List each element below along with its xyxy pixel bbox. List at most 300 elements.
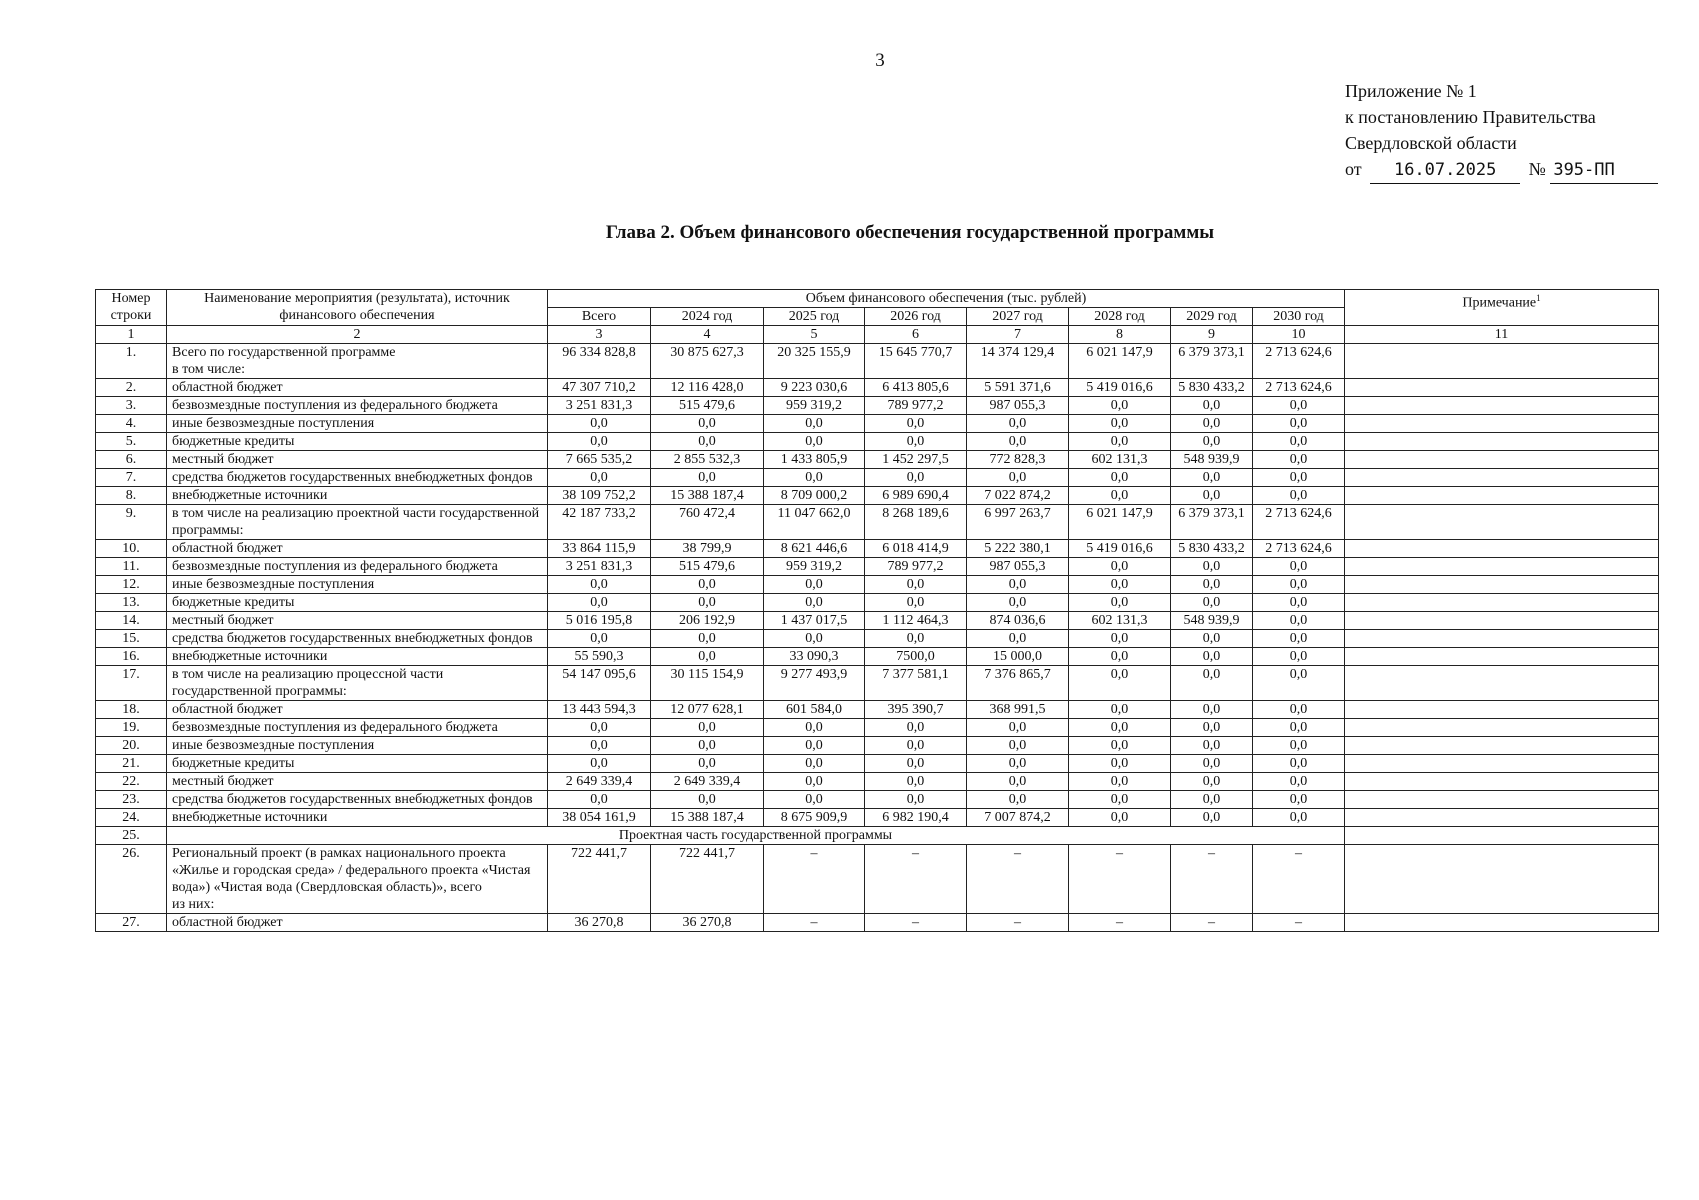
- row-note: [1345, 344, 1659, 379]
- row-value: 0,0: [967, 791, 1069, 809]
- row-value: 0,0: [651, 576, 764, 594]
- row-name: областной бюджет: [167, 540, 548, 558]
- row-value: 6 018 414,9: [865, 540, 967, 558]
- appendix-date-line: [1345, 156, 1685, 184]
- row-value: 0,0: [764, 415, 865, 433]
- row-note: [1345, 630, 1659, 648]
- section-title: Проектная часть государственной программы: [167, 827, 1345, 845]
- table-row: [96, 755, 1659, 773]
- row-note: [1345, 433, 1659, 451]
- row-value: 0,0: [1253, 701, 1345, 719]
- row-number: 12.: [96, 576, 167, 594]
- row-value: 0,0: [1069, 809, 1171, 827]
- row-value: 0,0: [1069, 487, 1171, 505]
- row-value: –: [1069, 845, 1171, 914]
- row-number: 8.: [96, 487, 167, 505]
- row-value: 0,0: [967, 469, 1069, 487]
- row-value: 6 379 373,1: [1171, 505, 1253, 540]
- row-name: средства бюджетов государственных внебюджетных фондов: [167, 469, 548, 487]
- row-name: безвозмездные поступления из федерального бюджета: [167, 397, 548, 415]
- appendix-line-2: к постановлению Правительства: [1345, 107, 1596, 127]
- row-value: 2 649 339,4: [651, 773, 764, 791]
- table-row: [96, 737, 1659, 755]
- row-value: 0,0: [1253, 433, 1345, 451]
- row-value: 395 390,7: [865, 701, 967, 719]
- row-value: 8 709 000,2: [764, 487, 865, 505]
- table-row: [96, 415, 1659, 433]
- row-value: 8 675 909,9: [764, 809, 865, 827]
- row-value: 1 437 017,5: [764, 612, 865, 630]
- row-value: 0,0: [1069, 791, 1171, 809]
- row-value: 0,0: [1171, 719, 1253, 737]
- row-note: [1345, 379, 1659, 397]
- table-row: [96, 469, 1659, 487]
- row-name: Всего по государственной программе в том числе:: [167, 344, 548, 379]
- table-row: [96, 701, 1659, 719]
- row-number: 17.: [96, 666, 167, 701]
- row-value: 0,0: [1069, 558, 1171, 576]
- row-value: 9 223 030,6: [764, 379, 865, 397]
- row-value: 0,0: [1253, 630, 1345, 648]
- row-value: 0,0: [865, 415, 967, 433]
- row-value: 0,0: [1171, 594, 1253, 612]
- row-number: 22.: [96, 773, 167, 791]
- row-number: 3.: [96, 397, 167, 415]
- table-header-row: [96, 290, 1659, 308]
- header-col-5: 2028 год: [1069, 308, 1171, 326]
- row-value: 14 374 129,4: [967, 344, 1069, 379]
- row-value: 515 479,6: [651, 558, 764, 576]
- row-number: 2.: [96, 379, 167, 397]
- row-value: 36 270,8: [548, 914, 651, 932]
- row-number: 21.: [96, 755, 167, 773]
- row-value: 5 830 433,2: [1171, 540, 1253, 558]
- row-value: 0,0: [548, 719, 651, 737]
- table-row: [96, 630, 1659, 648]
- row-value: 0,0: [1171, 558, 1253, 576]
- appendix-block: [1345, 78, 1685, 184]
- row-name: областной бюджет: [167, 914, 548, 932]
- row-value: 0,0: [1069, 469, 1171, 487]
- row-value: 0,0: [1171, 415, 1253, 433]
- header-col-3: 2026 год: [865, 308, 967, 326]
- row-value: 1 433 805,9: [764, 451, 865, 469]
- row-value: 3 251 831,3: [548, 558, 651, 576]
- row-value: 772 828,3: [967, 451, 1069, 469]
- row-value: 0,0: [865, 719, 967, 737]
- row-value: –: [764, 914, 865, 932]
- row-value: 5 419 016,6: [1069, 540, 1171, 558]
- row-value: 42 187 733,2: [548, 505, 651, 540]
- table-row: [96, 397, 1659, 415]
- header-note-footnote: 1: [1536, 293, 1541, 303]
- row-value: 0,0: [865, 630, 967, 648]
- row-note: [1345, 737, 1659, 755]
- row-value: –: [1069, 914, 1171, 932]
- row-value: 0,0: [651, 433, 764, 451]
- row-value: 12 116 428,0: [651, 379, 764, 397]
- row-value: 55 590,3: [548, 648, 651, 666]
- row-value: 0,0: [967, 415, 1069, 433]
- index-cell: 7: [967, 326, 1069, 344]
- row-value: 722 441,7: [651, 845, 764, 914]
- row-value: 0,0: [764, 719, 865, 737]
- row-number: 24.: [96, 809, 167, 827]
- row-value: 5 016 195,8: [548, 612, 651, 630]
- table-row: [96, 773, 1659, 791]
- row-value: 0,0: [1253, 612, 1345, 630]
- row-name: иные безвозмездные поступления: [167, 415, 548, 433]
- row-value: 0,0: [548, 576, 651, 594]
- row-value: 8 268 189,6: [865, 505, 967, 540]
- header-col-6: 2029 год: [1171, 308, 1253, 326]
- row-value: 0,0: [967, 719, 1069, 737]
- row-value: 0,0: [1069, 701, 1171, 719]
- row-value: 0,0: [1253, 666, 1345, 701]
- row-value: 548 939,9: [1171, 451, 1253, 469]
- row-name: местный бюджет: [167, 612, 548, 630]
- row-value: 0,0: [651, 719, 764, 737]
- row-value: –: [967, 914, 1069, 932]
- row-value: 0,0: [865, 791, 967, 809]
- row-value: 0,0: [1253, 755, 1345, 773]
- row-value: 0,0: [1069, 773, 1171, 791]
- row-name: безвозмездные поступления из федерального бюджета: [167, 719, 548, 737]
- row-number: 26.: [96, 845, 167, 914]
- row-value: 1 112 464,3: [865, 612, 967, 630]
- row-value: 0,0: [865, 594, 967, 612]
- row-value: 0,0: [1253, 469, 1345, 487]
- row-value: 789 977,2: [865, 397, 967, 415]
- row-value: –: [865, 914, 967, 932]
- row-value: 0,0: [1171, 737, 1253, 755]
- row-value: 0,0: [1171, 809, 1253, 827]
- row-value: 0,0: [1069, 397, 1171, 415]
- row-value: 0,0: [1253, 737, 1345, 755]
- table-row: [96, 845, 1659, 914]
- row-value: 8 621 446,6: [764, 540, 865, 558]
- header-col-0: Всего: [548, 308, 651, 326]
- row-value: 15 388 187,4: [651, 809, 764, 827]
- row-name: Региональный проект (в рамках национального проекта «Жилье и городская среда» / федерального проекта «Чистая вода») «Чистая вода (Свердловская область)», всего из них:: [167, 845, 548, 914]
- table-row: [96, 558, 1659, 576]
- row-value: 5 419 016,6: [1069, 379, 1171, 397]
- row-value: 548 939,9: [1171, 612, 1253, 630]
- row-value: 1 452 297,5: [865, 451, 967, 469]
- row-value: 0,0: [967, 433, 1069, 451]
- row-value: 7 377 581,1: [865, 666, 967, 701]
- row-name: областной бюджет: [167, 701, 548, 719]
- row-name: внебюджетные источники: [167, 809, 548, 827]
- row-value: 15 388 187,4: [651, 487, 764, 505]
- row-value: 760 472,4: [651, 505, 764, 540]
- row-value: 2 649 339,4: [548, 773, 651, 791]
- row-value: 0,0: [764, 755, 865, 773]
- row-value: 0,0: [1171, 487, 1253, 505]
- header-col-7: 2030 год: [1253, 308, 1345, 326]
- table-index-row: [96, 326, 1659, 344]
- row-name: бюджетные кредиты: [167, 433, 548, 451]
- row-value: 0,0: [548, 433, 651, 451]
- row-value: 0,0: [1253, 773, 1345, 791]
- row-name: областной бюджет: [167, 379, 548, 397]
- row-value: 6 413 805,6: [865, 379, 967, 397]
- row-note: [1345, 540, 1659, 558]
- row-value: 0,0: [651, 630, 764, 648]
- header-volume: Объем финансового обеспечения (тыс. рублей): [548, 290, 1345, 308]
- appendix-line-3: Свердловской области: [1345, 133, 1517, 153]
- row-value: 0,0: [1253, 809, 1345, 827]
- row-value: 0,0: [548, 415, 651, 433]
- row-value: 6 997 263,7: [967, 505, 1069, 540]
- row-value: 0,0: [1171, 773, 1253, 791]
- row-note: [1345, 648, 1659, 666]
- row-number: 13.: [96, 594, 167, 612]
- row-value: –: [1253, 845, 1345, 914]
- row-value: 7 022 874,2: [967, 487, 1069, 505]
- row-value: 0,0: [1069, 630, 1171, 648]
- row-value: 0,0: [1069, 666, 1171, 701]
- row-value: 0,0: [1069, 433, 1171, 451]
- index-cell: 5: [764, 326, 865, 344]
- header-note-label: Примечание: [1462, 295, 1537, 311]
- table-row: [96, 576, 1659, 594]
- row-value: 0,0: [1069, 648, 1171, 666]
- row-value: 0,0: [865, 773, 967, 791]
- row-number: 6.: [96, 451, 167, 469]
- header-event-name: Наименование мероприятия (результата), источник финансового обеспечения: [167, 290, 548, 326]
- table-row: [96, 505, 1659, 540]
- row-value: 0,0: [651, 648, 764, 666]
- page-number: 3: [875, 50, 885, 71]
- row-value: 0,0: [651, 415, 764, 433]
- row-value: 987 055,3: [967, 558, 1069, 576]
- row-number: 16.: [96, 648, 167, 666]
- row-value: –: [967, 845, 1069, 914]
- row-value: 0,0: [764, 791, 865, 809]
- header-note: [1345, 290, 1659, 326]
- row-value: 0,0: [967, 755, 1069, 773]
- row-value: 0,0: [1171, 630, 1253, 648]
- row-value: 2 713 624,6: [1253, 379, 1345, 397]
- row-value: 7 376 865,7: [967, 666, 1069, 701]
- index-cell: 2: [167, 326, 548, 344]
- row-name: средства бюджетов государственных внебюджетных фондов: [167, 791, 548, 809]
- header-row-number: Номер строки: [96, 290, 167, 326]
- header-col-1: 2024 год: [651, 308, 764, 326]
- row-number: 20.: [96, 737, 167, 755]
- row-value: 601 584,0: [764, 701, 865, 719]
- row-value: 0,0: [1069, 594, 1171, 612]
- row-value: 38 054 161,9: [548, 809, 651, 827]
- row-value: 0,0: [1253, 648, 1345, 666]
- row-value: 0,0: [651, 469, 764, 487]
- date-prefix: от: [1345, 159, 1362, 179]
- row-value: 987 055,3: [967, 397, 1069, 415]
- row-value: 0,0: [1253, 594, 1345, 612]
- resolution-number: 395-ПП: [1550, 157, 1658, 184]
- row-value: –: [764, 845, 865, 914]
- row-note: [1345, 701, 1659, 719]
- row-value: 6 021 147,9: [1069, 505, 1171, 540]
- row-note: [1345, 451, 1659, 469]
- row-value: 0,0: [764, 630, 865, 648]
- table-row: [96, 612, 1659, 630]
- row-value: 0,0: [1069, 576, 1171, 594]
- table-row: [96, 344, 1659, 379]
- index-cell: 9: [1171, 326, 1253, 344]
- row-name: бюджетные кредиты: [167, 594, 548, 612]
- row-note: [1345, 415, 1659, 433]
- row-value: 96 334 828,8: [548, 344, 651, 379]
- index-cell: 1: [96, 326, 167, 344]
- row-value: 38 799,9: [651, 540, 764, 558]
- row-value: 0,0: [1171, 648, 1253, 666]
- row-number: 15.: [96, 630, 167, 648]
- row-note: [1345, 914, 1659, 932]
- row-value: 0,0: [1253, 558, 1345, 576]
- index-cell: 6: [865, 326, 967, 344]
- row-value: 30 875 627,3: [651, 344, 764, 379]
- row-value: 7500,0: [865, 648, 967, 666]
- financing-table: [95, 289, 1659, 932]
- row-value: 0,0: [865, 737, 967, 755]
- row-value: 0,0: [651, 791, 764, 809]
- row-note: [1345, 809, 1659, 827]
- row-value: 6 379 373,1: [1171, 344, 1253, 379]
- row-value: 5 830 433,2: [1171, 379, 1253, 397]
- table-row: [96, 666, 1659, 701]
- row-value: 0,0: [1171, 791, 1253, 809]
- row-value: 0,0: [1069, 737, 1171, 755]
- row-number: 7.: [96, 469, 167, 487]
- row-number: 10.: [96, 540, 167, 558]
- row-value: 0,0: [1171, 666, 1253, 701]
- row-value: 0,0: [764, 594, 865, 612]
- row-note: [1345, 612, 1659, 630]
- row-value: 0,0: [967, 737, 1069, 755]
- row-value: 959 319,2: [764, 397, 865, 415]
- row-value: 602 131,3: [1069, 612, 1171, 630]
- row-value: 47 307 710,2: [548, 379, 651, 397]
- table-row: [96, 809, 1659, 827]
- row-value: –: [1171, 914, 1253, 932]
- appendix-line-1: Приложение № 1: [1345, 81, 1477, 101]
- table-row: [96, 487, 1659, 505]
- resolution-date: 16.07.2025: [1370, 157, 1520, 184]
- table-row: [96, 594, 1659, 612]
- table-row: [96, 433, 1659, 451]
- row-value: 33 864 115,9: [548, 540, 651, 558]
- row-name: иные безвозмездные поступления: [167, 576, 548, 594]
- row-value: 0,0: [1253, 415, 1345, 433]
- header-col-4: 2027 год: [967, 308, 1069, 326]
- row-note: [1345, 666, 1659, 701]
- table-row: [96, 379, 1659, 397]
- row-value: 0,0: [548, 791, 651, 809]
- row-note: [1345, 755, 1659, 773]
- row-name: в том числе на реализацию процессной части государственной программы:: [167, 666, 548, 701]
- row-value: 602 131,3: [1069, 451, 1171, 469]
- row-value: 789 977,2: [865, 558, 967, 576]
- row-value: 20 325 155,9: [764, 344, 865, 379]
- row-number: 27.: [96, 914, 167, 932]
- row-number: 25.: [96, 827, 167, 845]
- number-prefix: №: [1528, 159, 1546, 179]
- row-value: 15 645 770,7: [865, 344, 967, 379]
- row-value: 3 251 831,3: [548, 397, 651, 415]
- row-number: 23.: [96, 791, 167, 809]
- row-note: [1345, 558, 1659, 576]
- row-value: 0,0: [651, 594, 764, 612]
- row-value: 0,0: [1171, 469, 1253, 487]
- row-value: 9 277 493,9: [764, 666, 865, 701]
- row-note: [1345, 397, 1659, 415]
- row-value: 0,0: [967, 630, 1069, 648]
- row-name: местный бюджет: [167, 773, 548, 791]
- row-value: 5 222 380,1: [967, 540, 1069, 558]
- row-value: 7 665 535,2: [548, 451, 651, 469]
- row-value: 0,0: [1253, 576, 1345, 594]
- row-note: [1345, 594, 1659, 612]
- row-value: 0,0: [1171, 701, 1253, 719]
- index-cell: 8: [1069, 326, 1171, 344]
- row-value: 6 982 190,4: [865, 809, 967, 827]
- row-value: 0,0: [1069, 415, 1171, 433]
- index-cell: 11: [1345, 326, 1659, 344]
- table-row: [96, 540, 1659, 558]
- row-value: 7 007 874,2: [967, 809, 1069, 827]
- row-name: бюджетные кредиты: [167, 755, 548, 773]
- row-number: 18.: [96, 701, 167, 719]
- row-name: иные безвозмездные поступления: [167, 737, 548, 755]
- row-value: 0,0: [1253, 487, 1345, 505]
- header-col-2: 2025 год: [764, 308, 865, 326]
- index-cell: 3: [548, 326, 651, 344]
- row-note: [1345, 845, 1659, 914]
- row-value: 0,0: [764, 773, 865, 791]
- row-value: 12 077 628,1: [651, 701, 764, 719]
- row-name: средства бюджетов государственных внебюджетных фондов: [167, 630, 548, 648]
- row-value: 0,0: [1171, 433, 1253, 451]
- row-name: внебюджетные источники: [167, 648, 548, 666]
- row-value: 874 036,6: [967, 612, 1069, 630]
- table-row: [96, 451, 1659, 469]
- row-note: [1345, 576, 1659, 594]
- row-value: 2 713 624,6: [1253, 540, 1345, 558]
- row-value: 959 319,2: [764, 558, 865, 576]
- row-value: 6 989 690,4: [865, 487, 967, 505]
- row-name: безвозмездные поступления из федерального бюджета: [167, 558, 548, 576]
- row-number: 5.: [96, 433, 167, 451]
- row-value: 5 591 371,6: [967, 379, 1069, 397]
- row-value: 0,0: [1171, 576, 1253, 594]
- row-value: 54 147 095,6: [548, 666, 651, 701]
- row-value: 0,0: [651, 737, 764, 755]
- table-row: [96, 791, 1659, 809]
- row-note: [1345, 827, 1659, 845]
- row-value: 368 991,5: [967, 701, 1069, 719]
- row-value: 0,0: [764, 433, 865, 451]
- row-value: 0,0: [764, 469, 865, 487]
- row-number: 11.: [96, 558, 167, 576]
- table-row: [96, 914, 1659, 932]
- row-value: 0,0: [865, 469, 967, 487]
- row-number: 14.: [96, 612, 167, 630]
- row-value: 722 441,7: [548, 845, 651, 914]
- row-number: 9.: [96, 505, 167, 540]
- row-value: 0,0: [548, 630, 651, 648]
